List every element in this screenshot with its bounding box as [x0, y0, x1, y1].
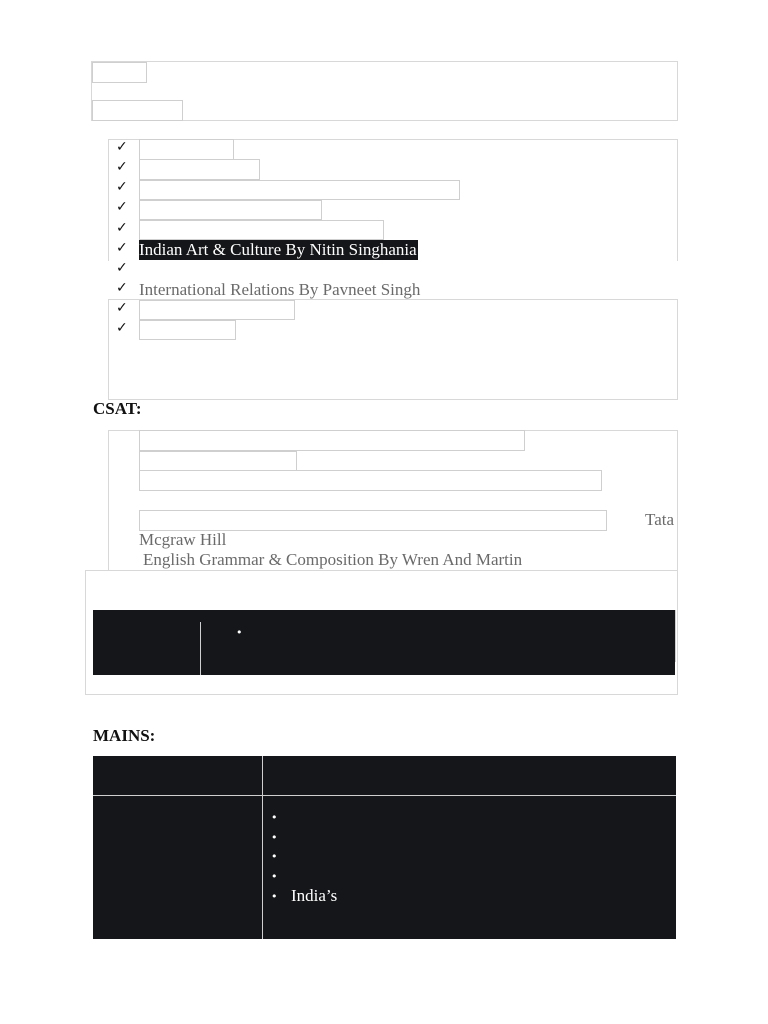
csat-table [93, 610, 675, 675]
mains-list-item: India’s [291, 886, 338, 905]
table-divider [675, 610, 676, 662]
book-entry-placeholder [139, 220, 384, 240]
mains-table [93, 756, 676, 939]
book-entry-placeholder [139, 451, 297, 471]
check-icon: ✓ [116, 300, 128, 316]
placeholder-field [92, 100, 183, 121]
book-title-international-relations: International Relations By Pavneet Singh [139, 280, 421, 299]
list-bullet: • [271, 831, 278, 844]
table-divider [200, 622, 201, 675]
book-entry-placeholder [139, 470, 602, 491]
book-entry-placeholder [139, 300, 295, 320]
publisher-tata: Tata [645, 510, 675, 529]
book-entry-placeholder [139, 200, 322, 220]
mains-heading: MAINS: [93, 726, 156, 745]
check-icon: ✓ [116, 179, 128, 195]
highlighted-book-title: Indian Art & Culture By Nitin Singhania [139, 240, 417, 259]
check-icon: ✓ [116, 139, 128, 155]
list-bullet: • [271, 850, 278, 863]
check-icon: ✓ [116, 220, 128, 236]
check-icon: ✓ [116, 159, 128, 175]
book-entry-placeholder [139, 180, 460, 200]
placeholder-field [92, 62, 147, 83]
list-bullet: • [271, 811, 278, 824]
book-entry-placeholder [139, 320, 236, 340]
book-entry-placeholder [139, 510, 607, 531]
book-entry-placeholder [139, 430, 525, 451]
book-entry-placeholder [139, 159, 260, 180]
book-title-english-grammar: English Grammar & Composition By Wren And Martin [143, 550, 523, 569]
publisher-mcgraw-hill: Mcgraw Hill [139, 530, 227, 549]
table-divider [262, 756, 263, 939]
table-row-divider [93, 795, 676, 796]
check-icon: ✓ [116, 199, 128, 215]
check-icon: ✓ [116, 260, 128, 276]
list-bullet: • [271, 890, 278, 903]
check-icon: ✓ [116, 240, 128, 256]
check-icon: ✓ [116, 320, 128, 336]
list-bullet: • [271, 870, 278, 883]
csat-heading: CSAT: [93, 399, 142, 418]
book-entry-placeholder [139, 139, 234, 160]
check-icon: ✓ [116, 280, 128, 296]
list-bullet: • [236, 626, 243, 639]
